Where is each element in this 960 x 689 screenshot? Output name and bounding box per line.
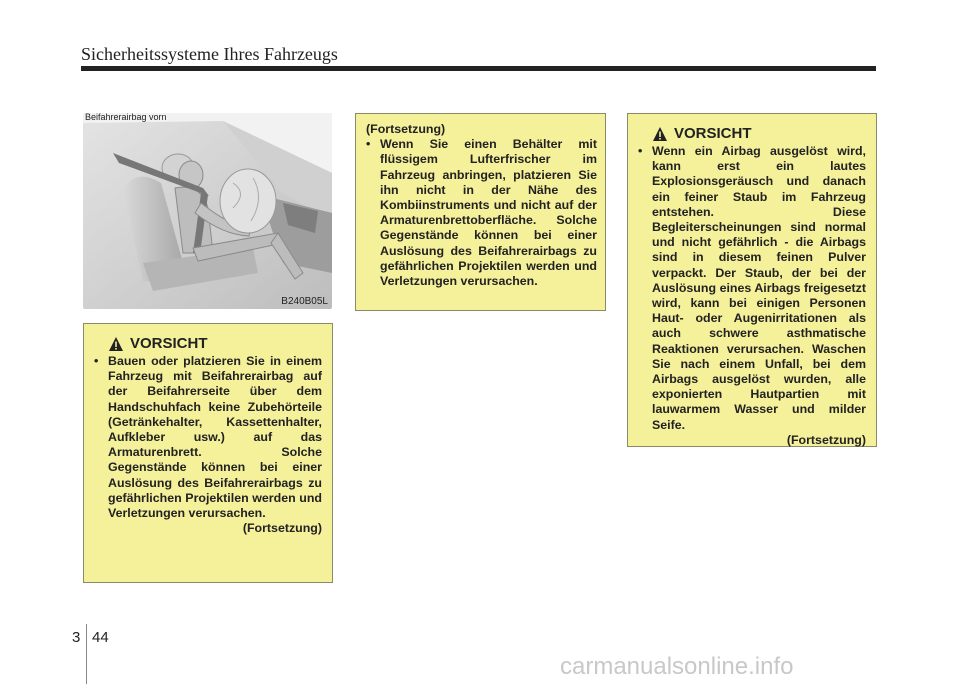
chapter-number: 3 (72, 629, 81, 646)
page-number-separator (86, 624, 87, 684)
airbag-illustration-svg (83, 113, 332, 309)
caution-bullet-text: Wenn ein Airbag ausgelöst wird, kann erst ein lautes Explosionsgeräusch und danach ein feiner Staub im Fahrzeug entstehen. Diese Begleiterscheinungen sind normal und nicht gefährlich - die Airbags sind in diesem feinen Pulver verpackt. Der Staub, der bei der Auslösung eines Airbags freigesetzt wird, kann bei einigen Personen Haut- oder Augenirritationen als auch schwere asthmatische Reaktionen verursachen. Waschen Sie nach einem Unfall, bei dem Airbags ausgelöst wurden, alle exponierten Hautpartien mit lauwarmem Wasser und milder Seife. (652, 144, 866, 432)
caution-box-accessories (83, 323, 333, 583)
caution-bullet (94, 354, 322, 521)
caution-heading-text: VORSICHT (130, 335, 208, 353)
continued-heading: (Fortsetzung) (366, 122, 446, 136)
header-rule (81, 66, 876, 71)
bullet-dot: • (366, 137, 371, 152)
bullet-dot: • (94, 354, 99, 368)
caution-heading (652, 126, 866, 142)
caution-bullet (638, 144, 866, 433)
figure-caption: Beifahrerairbag vorn (85, 112, 167, 122)
warning-triangle-icon (108, 336, 124, 352)
page-header-title: Sicherheitssysteme Ihres Fahrzeugs (81, 44, 338, 64)
caution-bullet-text: Wenn Sie einen Behälter mit flüssigem Lufterfrischer im Fahrzeug anbringen, platzieren Sie ihn nicht in der Nähe des Kombiinstruments und nicht auf der Armaturenbrettoberfläche. Solche Gegenstände können bei einer Auslösung des Beifahrerairbags zu gefährlichen Projektilen werden und Verletzungen verursachen. (380, 137, 597, 289)
caution-box-airbag-dust (627, 113, 877, 447)
page-number: 44 (92, 629, 109, 646)
figure-code: B240B05L (281, 296, 328, 307)
warning-triangle-icon (652, 126, 668, 142)
caution-heading-text: VORSICHT (674, 125, 752, 143)
caution-bullet (366, 137, 597, 289)
continued-label: (Fortsetzung) (242, 521, 322, 536)
caution-box-air-freshener (355, 113, 606, 311)
watermark: carmanualsonline.info (560, 653, 794, 680)
caution-heading (108, 336, 322, 352)
caution-bullet-text: Bauen oder platzieren Sie in einem Fahrzeug mit Beifahrerairbag auf der Beifahrerseite über dem Handschuhfach keine Zubehörteile (Getränkehalter, Kassettenhalter, Aufkleber usw.) auf das Armaturenbrett. Solche Gegenstände können bei einer Auslösung des Beifahrerairbags zu gefährlichen Projektilen werden und Verletzungen verursachen. (108, 354, 322, 521)
airbag-illustration (83, 113, 332, 309)
bullet-dot: • (638, 144, 643, 158)
continued-label: (Fortsetzung) (786, 432, 866, 447)
